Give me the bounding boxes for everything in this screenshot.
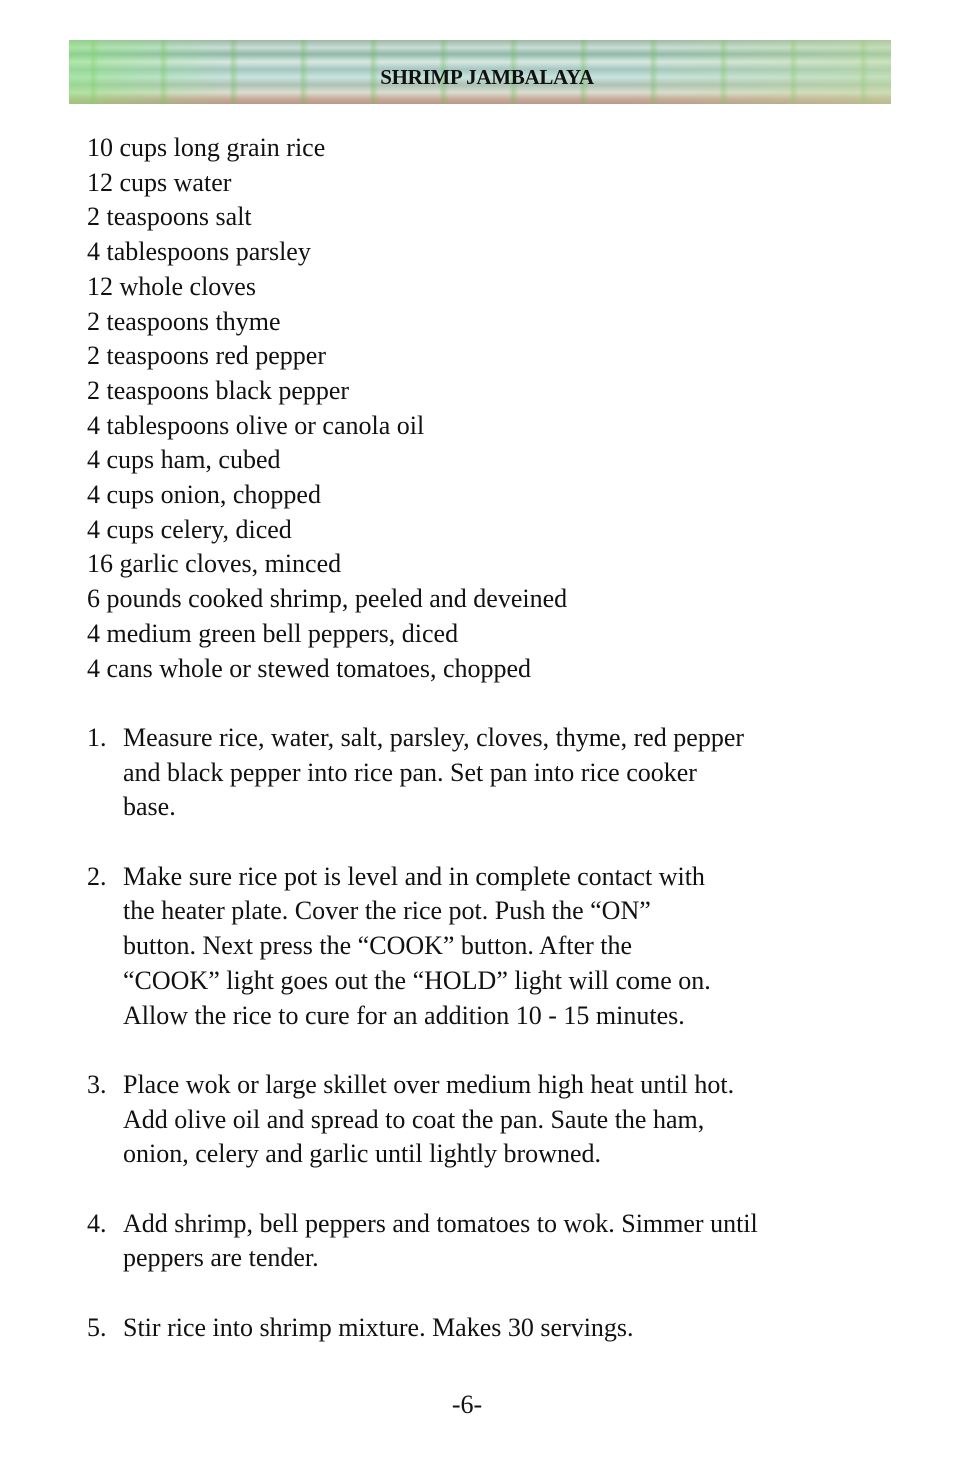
instruction-step <box>87 1311 758 1346</box>
ingredient-item: 2 teaspoons red pepper <box>87 341 326 371</box>
recipe-title: SHRIMP JAMBALAYA <box>380 65 594 89</box>
ingredient-item: 4 cups celery, diced <box>87 514 292 544</box>
step-text-line: Make sure rice pot is level and in complete contact with <box>123 861 705 891</box>
ingredient-item: 2 teaspoons thyme <box>87 306 281 336</box>
step-text-line: Allow the rice to cure for an addition 10 - 15 minutes. <box>123 1000 685 1030</box>
page-number: -6- <box>451 1390 483 1419</box>
step-text-line: “COOK” light goes out the “HOLD” light will come on. <box>123 965 711 995</box>
title-banner <box>69 40 891 104</box>
step-text-line: button. Next press the “COOK” button. After the <box>123 931 633 961</box>
instruction-step <box>87 860 758 1034</box>
step-text-line: onion, celery and garlic until lightly browned. <box>123 1139 601 1169</box>
ingredient-item: 4 medium green bell peppers, diced <box>87 618 459 648</box>
instruction-list <box>87 721 758 1346</box>
step-text-line: Measure rice, water, salt, parsley, cloves, thyme, red pepper <box>123 722 745 752</box>
ingredient-item: 4 cans whole or stewed tomatoes, chopped <box>87 653 532 683</box>
recipe-body <box>87 131 758 1380</box>
ingredient-item: 4 tablespoons parsley <box>87 237 311 267</box>
ingredient-item: 4 cups onion, chopped <box>87 480 321 510</box>
ingredient-item: 12 whole cloves <box>87 271 256 301</box>
step-number: 2. <box>87 861 107 891</box>
step-number: 5. <box>87 1312 107 1342</box>
step-text-line: and black pepper into rice pan. Set pan into rice cooker <box>123 757 697 787</box>
instruction-step <box>87 721 758 825</box>
ingredient-item: 4 cups ham, cubed <box>87 445 281 475</box>
step-text-line: Add shrimp, bell peppers and tomatoes to wok. Simmer until <box>123 1208 758 1238</box>
step-number: 1. <box>87 722 107 752</box>
ingredient-item: 6 pounds cooked shrimp, peeled and deveined <box>87 584 568 614</box>
step-text-line: Place wok or large skillet over medium high heat until hot. <box>123 1069 735 1099</box>
step-text-line: peppers are tender. <box>123 1243 319 1273</box>
ingredient-list <box>87 131 758 686</box>
step-number: 4. <box>87 1208 107 1238</box>
step-text-line: Add olive oil and spread to coat the pan. Saute the ham, <box>123 1104 705 1134</box>
instruction-step <box>87 1068 758 1172</box>
step-text-line: Stir rice into shrimp mixture. Makes 30 servings. <box>123 1312 634 1342</box>
step-text-line: base. <box>123 792 176 822</box>
instruction-step <box>87 1207 758 1276</box>
ingredient-item: 16 garlic cloves, minced <box>87 549 342 579</box>
ingredient-item: 12 cups water <box>87 167 232 197</box>
step-text-line: the heater plate. Cover the rice pot. Push the “ON” <box>123 896 651 926</box>
ingredient-item: 2 teaspoons salt <box>87 202 252 232</box>
ingredient-item: 2 teaspoons black pepper <box>87 375 350 405</box>
ingredient-item: 4 tablespoons olive or canola oil <box>87 410 425 440</box>
ingredient-item: 10 cups long grain rice <box>87 133 326 162</box>
step-number: 3. <box>87 1069 107 1099</box>
